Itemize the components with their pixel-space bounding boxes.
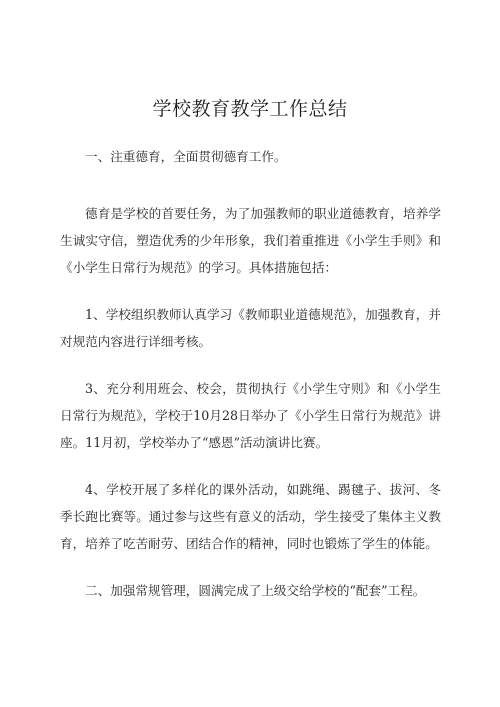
paragraph-item-4: 4、学校开展了多样化的课外活动，如跳绳、踢毽子、拔河、冬季长跑比赛等。通过参与这些有意义的活动，学生接受了集体主义教育，培养了吃苦耐劳、团结合作的精神，同时也锻炼了学生的体能。 [60, 482, 441, 551]
section-heading-routine-management: 二、加强常规管理，圆满完成了上级交给学校的“配套”工程。 [85, 583, 426, 598]
paragraph-item-3: 3、充分利用班会、校会，贯彻执行《小学生守则》和《小学生日常行为规范》，学校于10月28日举办了《小学生日常行为规范》讲座。11月初，学校举办了“感恩”活动演讲比赛。 [60, 381, 441, 450]
document-title: 学校教育教学工作总结 [152, 98, 348, 120]
paragraph-moral-education-intro: 德育是学校的首要任务，为了加强教师的职业道德教育，培养学生诚实守信，塑造优秀的少年形象，我们着重推进《小学生手则》和《小学生日常行为规范》的学习。具体措施包括： [60, 206, 441, 275]
section-heading-moral-education: 一、注重德育，全面贯彻德育工作。 [85, 149, 287, 164]
paragraph-item-1: 1、学校组织教师认真学习《教师职业道德规范》，加强教育，并对规范内容进行详细考核。 [60, 307, 441, 349]
